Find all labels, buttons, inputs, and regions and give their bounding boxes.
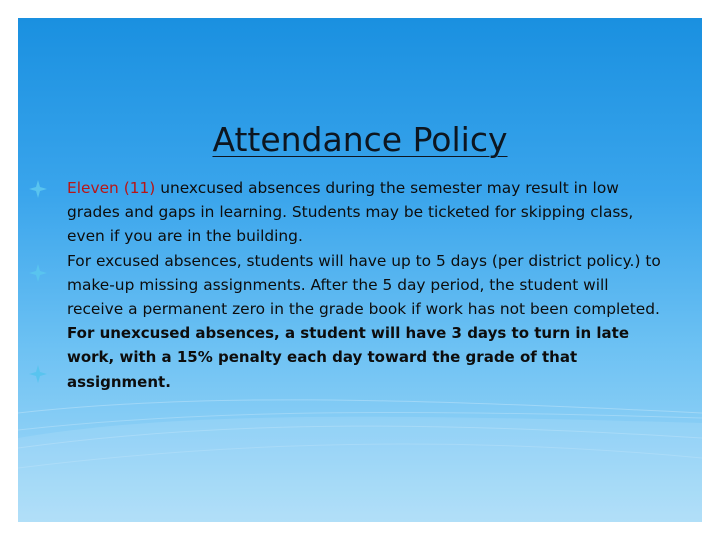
paragraph-text: For unexcused absences, a student will have 3 days to turn in late work, with a 15% penalty each day toward the grade of that assignment.: [67, 324, 630, 391]
paragraph-text: unexcused absences during the semester may result in low grades and gaps in learning. Students may be ticketed for skipping class, even if you are in the building.: [67, 179, 634, 246]
slide-title-text: Attendance Policy: [212, 120, 508, 159]
slide-content: [67, 176, 667, 394]
policy-paragraph-excused: [67, 249, 667, 322]
paragraph-text: For excused absences, students will have up to 5 days (per district policy.) to make-up missing assignments. After the 5 day period, the student will receive a permanent zero in the grade book if work has not been completed.: [67, 251, 661, 319]
star-bullet-icon: [28, 364, 48, 384]
absence-count-highlight: Eleven (11): [67, 179, 156, 197]
policy-paragraph-unexcused-limit: [67, 176, 667, 249]
star-bullet-icon: [28, 179, 48, 199]
slide: [18, 18, 702, 522]
star-bullet-icon: [28, 263, 48, 283]
slide-title: [18, 118, 702, 162]
policy-paragraph-late-work: [67, 321, 667, 394]
